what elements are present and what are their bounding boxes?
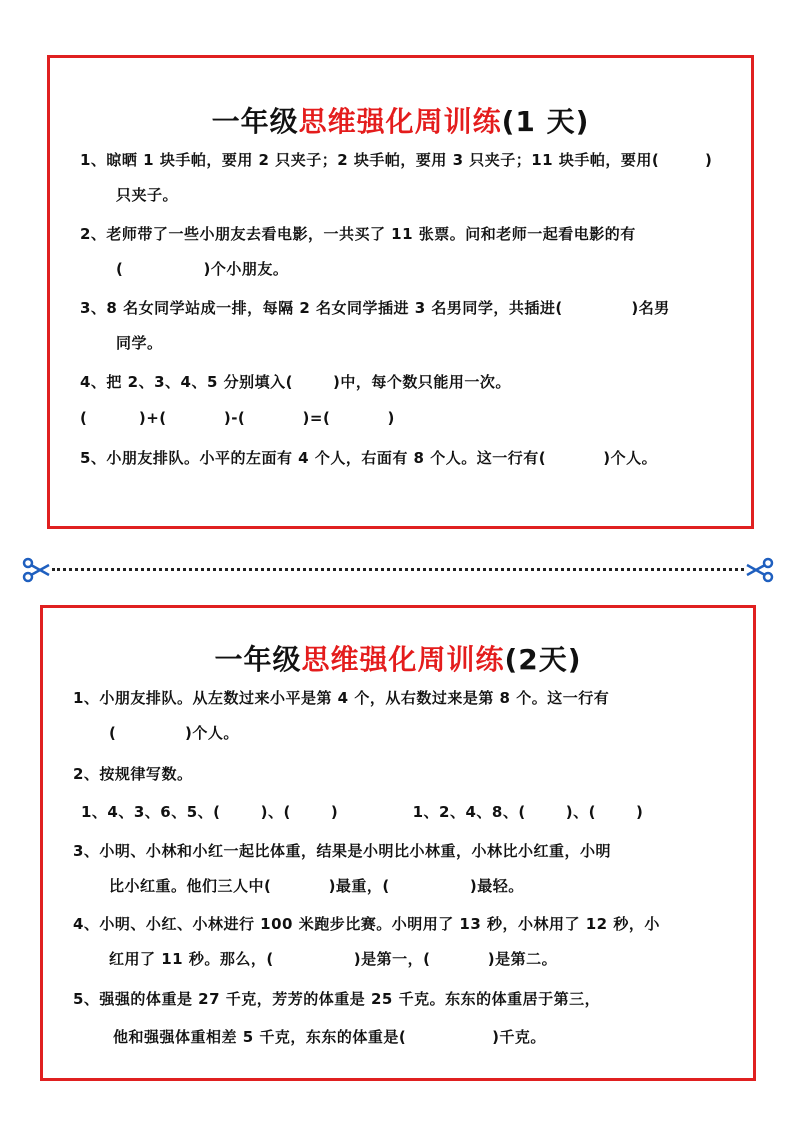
day2-title-highlight: 思维强化周训练 bbox=[301, 643, 505, 676]
cut-line bbox=[22, 556, 774, 584]
day1-question-1-line2: 只夹子。 bbox=[116, 186, 179, 204]
day1-question-2-line2: ( )个小朋友。 bbox=[116, 260, 289, 278]
day1-question-4-line1: 4、把 2、3、4、5 分别填入( )中，每个数只能用一次。 bbox=[80, 373, 511, 391]
worksheet-day-1 bbox=[47, 55, 754, 529]
day2-title bbox=[43, 638, 753, 678]
scissors-icon bbox=[746, 556, 774, 584]
day1-question-1-line1: 1、晾晒 1 块手帕，要用 2 只夹子；2 块手帕，要用 3 只夹子；11 块手帕，要用( ) bbox=[80, 151, 713, 169]
day1-question-4-equation: ( )+( )-( )=( ) bbox=[80, 409, 395, 427]
day1-title bbox=[50, 100, 751, 140]
day2-question-5-line1: 5、强强的体重是 27 千克，芳芳的体重是 25 千克。东东的体重居于第三， bbox=[73, 990, 601, 1008]
day2-question-4-line2: 红用了 11 秒。那么，( )是第一，( )是第二。 bbox=[109, 950, 558, 968]
day2-question-1-line2: ( )个人。 bbox=[109, 724, 239, 742]
day1-question-2-line1: 2、老师带了一些小朋友去看电影，一共买了 11 张票。问和老师一起看电影的有 bbox=[80, 225, 636, 243]
day2-question-5-line2: 他和强强体重相差 5 千克，东东的体重是( )千克。 bbox=[113, 1028, 546, 1046]
worksheet-day-2 bbox=[40, 605, 756, 1081]
dotted-divider bbox=[52, 568, 744, 571]
day2-question-4-line1: 4、小明、小红、小林进行 100 米跑步比赛。小明用了 13 秒，小林用了 12 秒，小 bbox=[73, 915, 660, 933]
day1-question-5: 5、小朋友排队。小平的左面有 4 个人，右面有 8 个人。这一行有( )个人。 bbox=[80, 449, 658, 467]
day2-title-grade: 一年级 bbox=[214, 643, 302, 676]
day1-question-3-line2: 同学。 bbox=[116, 334, 163, 352]
scissors-icon bbox=[22, 556, 50, 584]
day2-question-1-line1: 1、小朋友排队。从左数过来小平是第 4 个，从右数过来是第 8 个。这一行有 bbox=[73, 689, 610, 707]
day2-question-2: 2、按规律写数。 bbox=[73, 765, 193, 783]
day2-question-3-line2: 比小红重。他们三人中( )最重，( )最轻。 bbox=[109, 877, 524, 895]
day2-title-day: (2天) bbox=[504, 643, 582, 676]
day2-question-2-sequences: 1、4、3、6、5、( )、( ) 1、2、4、8、( )、( ) bbox=[81, 803, 644, 821]
day1-question-3-line1: 3、8 名女同学站成一排，每隔 2 名女同学插进 3 名男同学，共插进( )名男 bbox=[80, 299, 670, 317]
day1-title-day: (1 天) bbox=[501, 105, 590, 138]
day2-question-3-line1: 3、小明、小林和小红一起比体重，结果是小明比小林重，小林比小红重，小明 bbox=[73, 842, 611, 860]
day1-title-grade: 一年级 bbox=[211, 105, 299, 138]
day1-title-highlight: 思维强化周训练 bbox=[298, 105, 502, 138]
